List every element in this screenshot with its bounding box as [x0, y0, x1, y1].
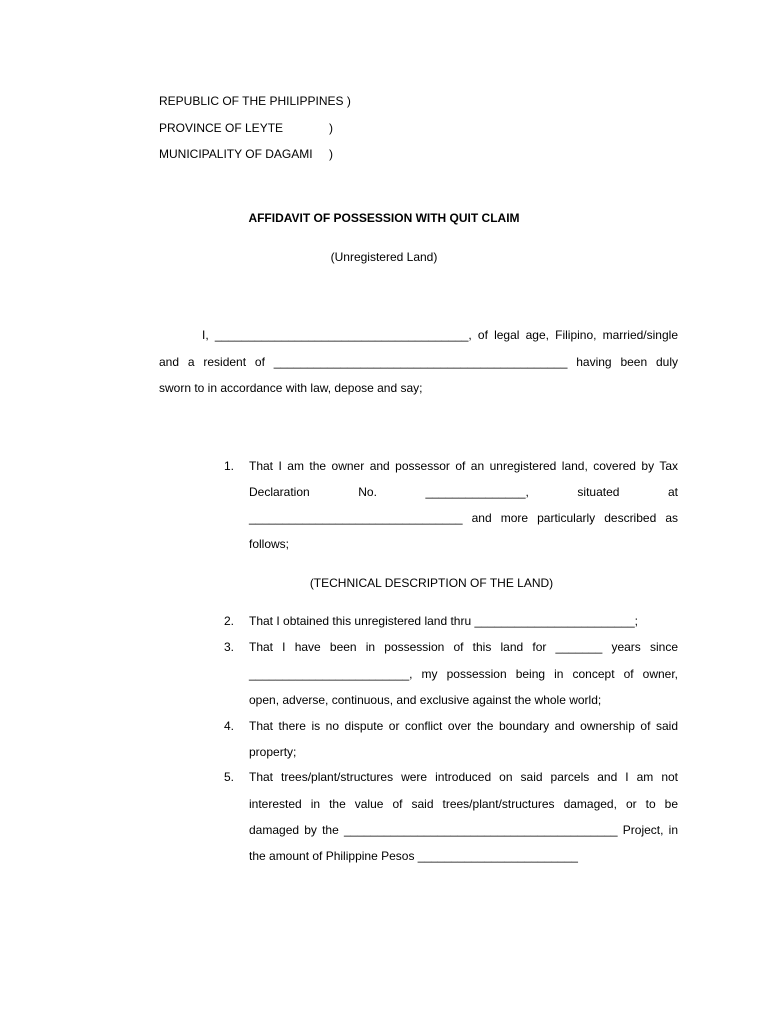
item-1-line-1: That I am the owner and possessor of an unregistered land, covered by Tax	[249, 459, 678, 473]
item-5-line-2: interested in the value of said trees/plant/structures damaged, or to be	[249, 797, 678, 811]
header-municipality-paren: )	[329, 147, 333, 161]
item-5-line-1: That trees/plant/structures were introduced on said parcels and I am not	[249, 770, 678, 784]
item-5-number: 5.	[224, 770, 235, 784]
intro-line-3: sworn to in accordance with law, depose and say;	[159, 381, 423, 395]
item-4-line-2: property;	[249, 745, 297, 759]
header-province: PROVINCE OF LEYTE	[159, 121, 284, 135]
item-1-number: 1.	[224, 459, 235, 473]
header-province-paren: )	[329, 121, 333, 135]
item-3-line-3: open, adverse, continuous, and exclusive against the whole world;	[249, 693, 602, 707]
item-4-number: 4.	[224, 719, 235, 733]
item-5-line-4: the amount of Philippine Pesos ________________________	[249, 849, 578, 863]
technical-description-heading: (TECHNICAL DESCRIPTION OF THE LAND)	[309, 576, 554, 590]
item-1-line-3: ________________________________ and more particularly described as	[249, 511, 678, 525]
item-1-line-4: follows;	[249, 537, 290, 551]
header-republic: REPUBLIC OF THE PHILIPPINES )	[159, 94, 351, 108]
item-1-line-2: Declaration No. _______________, situated at	[249, 485, 678, 499]
item-4-line-1: That there is no dispute or conflict over the boundary and ownership of said	[249, 719, 678, 733]
intro-line-2: and a resident of ____________________________________________ having been duly	[159, 355, 678, 369]
header-municipality: MUNICIPALITY OF DAGAMI	[159, 147, 313, 161]
item-2-line-1: That I obtained this unregistered land thru ________________________;	[249, 614, 638, 628]
document-subtitle: (Unregistered Land)	[330, 250, 438, 264]
item-5-line-3: damaged by the _________________________________________ Project, in	[249, 823, 678, 837]
item-2-number: 2.	[224, 614, 235, 628]
intro-line-1: I, ______________________________________, of legal age, Filipino, married/single	[202, 328, 678, 342]
item-3-line-1: That I have been in possession of this land for _______ years since	[249, 640, 678, 654]
item-3-number: 3.	[224, 640, 235, 654]
document-title: AFFIDAVIT OF POSSESSION WITH QUIT CLAIM	[248, 211, 520, 225]
item-3-line-2: ________________________, my possession being in concept of owner,	[249, 667, 678, 681]
